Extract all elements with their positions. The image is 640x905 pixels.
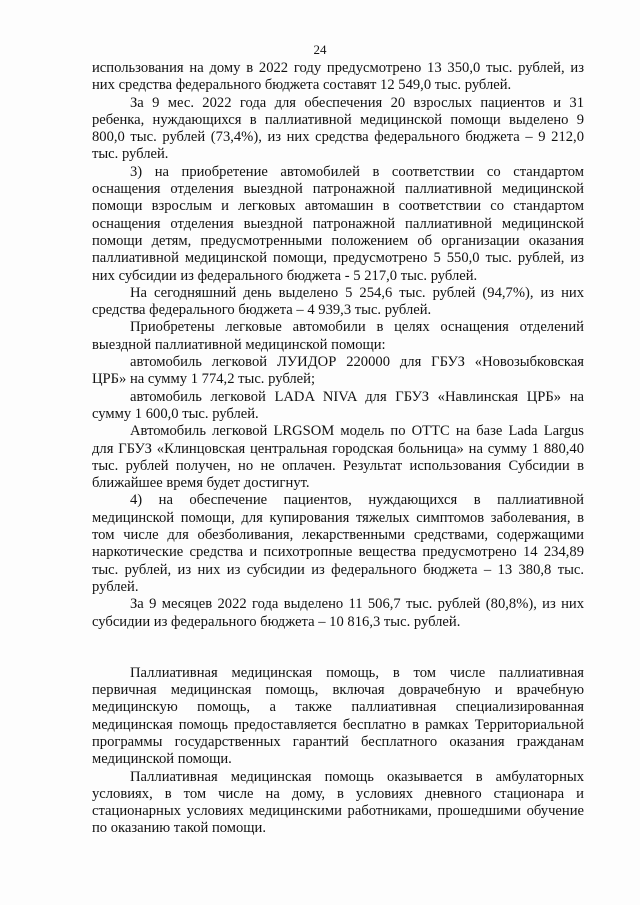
paragraph-lrgsom: Автомобиль легковой LRGSOM модель по ОТТС на базе Lada Largus для ГБУЗ «Клинцовская центральная городская больница» на сумму 1 880,40 тыс. рублей получен, но не оплачен. Результат использования Субсидии в ближайшее время будет достигнут. [92,423,584,492]
paragraph-vehicles-purchased: Приобретены легковые автомобили в целях оснащения отделений выездной паллиативной медицинской помощи: [92,319,584,353]
paragraph-9-months-patients: За 9 мес. 2022 года для обеспечения 20 взрослых пациентов и 31 ребенка, нуждающихся в паллиативной медицинской помощи выделено 9 800,0 тыс. рублей (73,4%), из них средства федерального бюджета – 9 212,0 тыс. рублей. [92,94,584,163]
page-number: 24 [313,42,327,57]
paragraph-item-3-vehicles: 3) на приобретение автомобилей в соответствии со стандартом оснащения отделения выездной патронажной паллиативной медицинской помощи взрослым и легковых автомашин в соответствии со стандартом оснащения отделения выездной патронажной паллиативной медицинской помощи детям, предусмотренными положением об организации оказания паллиативной медицинской помощи, предусмотрено 5 550,0 тыс. рублей, из них субсидии из федерального бюджета - 5 217,0 тыс. рублей. [92,163,584,284]
section-gap [92,631,584,665]
paragraph-palliative-conditions: Паллиативная медицинская помощь оказывается в амбулаторных условиях, в том числе на дому, в условиях дневного стационара и стационарных условиях медицинскими работниками, прошедшими обучение по оказанию такой помощи. [92,768,584,837]
paragraph-9-months-allocated: За 9 месяцев 2022 года выделено 11 506,7 тыс. рублей (80,8%), из них субсидии из федерального бюджета – 10 816,3 тыс. рублей. [92,596,584,630]
list-item-lada-niva: автомобиль легковой LADA NIVA для ГБУЗ «Навлинская ЦРБ» на сумму 1 600,0 тыс. рублей. [92,388,584,422]
paragraph-continuation: использования на дому в 2022 году предусмотрено 13 350,0 тыс. рублей, из них средства федерального бюджета составят 12 549,0 тыс. рублей. [92,60,584,94]
list-item-luidor: автомобиль легковой ЛУИДОР 220000 для ГБУЗ «Новозыбковская ЦРБ» на сумму 1 774,2 тыс. рублей; [92,354,584,388]
paragraph-allocated-to-date: На сегодняшний день выделено 5 254,6 тыс. рублей (94,7%), из них средства федерального бюджета – 4 939,3 тыс. рублей. [92,284,584,319]
paragraph-item-4-medicines: 4) на обеспечение пациентов, нуждающихся в паллиативной медицинской помощи, для купирования тяжелых симптомов заболевания, в том числе для обезболивания, лекарственными средствами, содержащими наркотические средства и психотропные вещества предусмотрено 14 234,89 тыс. рублей, из них из субсидии из федерального бюджета – 13 380,8 тыс. рублей. [92,492,584,595]
paragraph-palliative-free: Паллиативная медицинская помощь, в том числе паллиативная первичная медицинская помощь, включая доврачебную и врачебную медицинскую помощь, а также паллиативная специализированная медицинская помощь предоставляется бесплатно в рамках Территориальной программы государственных гарантий бесплатного оказания гражданам медицинской помощи. [92,664,584,768]
document-body [92,60,584,838]
